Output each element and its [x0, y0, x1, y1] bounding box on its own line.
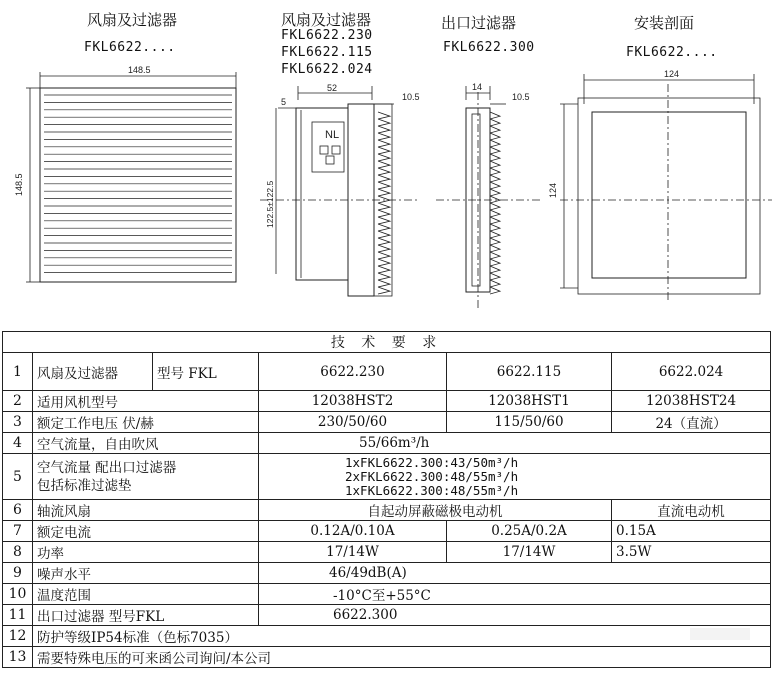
airflow-line: 2xFKL6622.300:48/55m³/h	[345, 468, 519, 484]
v3-depth-label: 14	[472, 82, 483, 92]
table-row	[3, 454, 771, 500]
table-row	[3, 433, 771, 454]
view4-code: FKL6622....	[626, 45, 718, 60]
row-number: 9	[3, 563, 33, 584]
table-row	[3, 626, 771, 647]
row-label: 防护等级IP54标准（色标7035）	[33, 626, 771, 647]
row-label: 需要特殊电压的可来函公司询问/本公司	[33, 647, 771, 668]
row-number: 1	[3, 353, 33, 391]
view3-title: 出口过滤器	[441, 14, 517, 32]
row-label: 出口过滤器 型号FKL	[33, 605, 259, 626]
v4-width-label: 124	[664, 69, 680, 79]
table-row	[3, 391, 771, 412]
row-number: 10	[3, 584, 33, 605]
value-24v: 3.5W	[612, 542, 771, 563]
row-label: 额定工作电压 伏/赫	[33, 412, 259, 433]
view2-code-2: FKL6622.115	[281, 45, 373, 60]
row-value: 6622.300	[259, 605, 771, 626]
v2-front-label: 5	[281, 97, 287, 107]
row-value: 46/49dB(A)	[259, 563, 771, 584]
value-115v: 0.25A/0.2A	[447, 521, 612, 542]
value-230v: 230/50/60	[259, 412, 447, 433]
table-row	[3, 542, 771, 563]
row-label: 功率	[33, 542, 259, 563]
row-label: 空气流量，自由吹风	[33, 433, 259, 454]
row-number: 12	[3, 626, 33, 647]
value-230v: 17/14W	[259, 542, 447, 563]
row-number: 5	[3, 454, 33, 500]
fan-filter-side-view	[260, 83, 420, 296]
value-115v: 6622.115	[447, 353, 612, 391]
table-row	[3, 584, 771, 605]
value-115v: 12038HST1	[447, 391, 612, 412]
row-label: 风扇及过滤器	[33, 353, 153, 391]
row-label: 适用风机型号	[33, 391, 259, 412]
value-24v: 12038HST24	[612, 391, 771, 412]
table-title-row	[3, 332, 771, 353]
row-label-2: 包括标准过滤垫	[37, 477, 132, 494]
outlet-filter-side-view	[436, 82, 540, 310]
value-24v: 0.15A	[612, 521, 771, 542]
view2-code-3: FKL6622.024	[281, 62, 373, 77]
value-230v: 12038HST2	[259, 391, 447, 412]
v3-fin-label: 10.5	[512, 92, 530, 102]
table-row	[3, 521, 771, 542]
row-number: 7	[3, 521, 33, 542]
row-value: 55/66m³/h	[259, 433, 771, 454]
row-label: 空气流量 配出口过滤器	[37, 459, 177, 476]
technical-drawings	[0, 0, 775, 330]
row-number: 3	[3, 412, 33, 433]
table-row	[3, 605, 771, 626]
row-label: 轴流风扇	[33, 500, 259, 521]
row-number: 6	[3, 500, 33, 521]
value-115v: 17/14W	[447, 542, 612, 563]
row-sublabel: 型号 FKL	[153, 353, 259, 391]
front-grille-view	[14, 65, 236, 282]
airflow-line: 1xFKL6622.300:48/55m³/h	[345, 482, 519, 498]
view2-code-1: FKL6622.230	[281, 28, 373, 43]
table-row	[3, 647, 771, 668]
row-value: 自起动屏蔽磁极电动机	[259, 500, 612, 521]
mounting-cutout-view	[548, 69, 772, 302]
v2-depth-label: 52	[327, 83, 338, 93]
watermark-smudge	[690, 628, 750, 640]
table-row	[3, 353, 771, 391]
value-230v: 6622.230	[259, 353, 447, 391]
tech-spec-table	[2, 331, 771, 668]
view2-title: 风扇及过滤器	[281, 11, 372, 29]
row-value: -10°C至+55°C	[259, 584, 771, 605]
v2-nl-label: NL	[325, 129, 340, 141]
row-label: 额定电流	[33, 521, 259, 542]
value-115v: 115/50/60	[447, 412, 612, 433]
table-row	[3, 563, 771, 584]
v2-height-label: 122.5±122.5	[265, 180, 275, 228]
value-230v: 0.12A/0.10A	[259, 521, 447, 542]
value-24v: 直流电动机	[612, 500, 771, 521]
table-title: 技 术 要 求	[3, 332, 771, 353]
view3-code: FKL6622.300	[443, 40, 535, 55]
view4-title: 安装剖面	[634, 14, 695, 32]
row-label: 噪声水平	[33, 563, 259, 584]
row-number: 11	[3, 605, 33, 626]
value-24v: 6622.024	[612, 353, 771, 391]
row-number: 13	[3, 647, 33, 668]
row-label: 温度范围	[33, 584, 259, 605]
row-number: 8	[3, 542, 33, 563]
v4-height-label: 124	[548, 182, 558, 198]
v1-height-label: 148.5	[14, 173, 24, 196]
table-row	[3, 412, 771, 433]
view1-title: 风扇及过滤器	[87, 11, 178, 29]
value-24v: 24（直流）	[612, 412, 771, 433]
row-number: 4	[3, 433, 33, 454]
v2-fin-label: 10.5	[402, 92, 420, 102]
view1-code: FKL6622....	[84, 40, 176, 55]
table-row	[3, 500, 771, 521]
row-number: 2	[3, 391, 33, 412]
airflow-line: 1xFKL6622.300:43/50m³/h	[345, 454, 519, 470]
v1-width-label: 148.5	[128, 65, 151, 75]
